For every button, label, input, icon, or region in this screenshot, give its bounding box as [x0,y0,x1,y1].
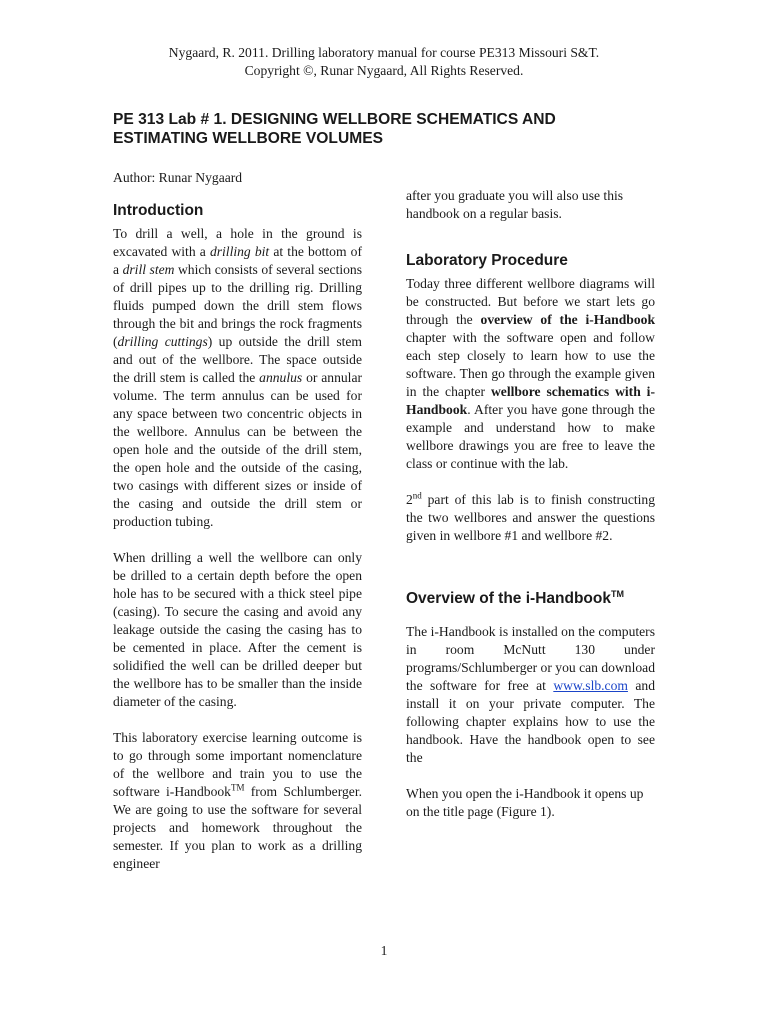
term-annulus: annulus [259,370,303,385]
procedure-paragraph-2: 2nd part of this lab is to finish constructing the two wellbores and answer the questions given in wellbore #1 and wellbore #2. [406,490,655,543]
term-drilling-bit: drilling bit [209,244,270,259]
procedure-paragraph-1: Today three different wellbore diagrams will be constructed. But before we start lets go through the overview of the i-Handbook chapter with the software open and follow each step closely to learn how to use the software. Then go through the example given in the chapter wellbore schematics with i-Handbook. After you have gone through the example and understand how to make wellbore drawings you are free to leave the class or continue with the lab. [406,276,656,471]
running-header [0,44,768,80]
intro-paragraph-3: This laboratory exercise learning outcome is to go through some important nomenclature of the wellbore and train you to use the software i-Handbook™ from Schlumberger. We are going to use the software for several projects and homework throughout the semester. If you plan to work as a drilling engineer [113,730,362,871]
slb-link[interactable]: www.slb.com [553,678,628,693]
term-drilling-cuttings: drilling cuttings [117,334,208,349]
intro-paragraph-3-continued: after you graduate you will also use this handbook on a regular basis. [406,188,624,221]
laboratory-procedure-heading: Laboratory Procedure [406,252,568,269]
lab-title [113,110,673,148]
intro-paragraph-2: When drilling a well the wellbore can only be drilled to a certain depth before the open hole has to be secured with a thick steel pipe (casing). To secure the casing and avoid any leakage outside the casing the casing has to be cemented in place. After the cement is solidified the well can be drilled deeper but the wellbore has to be smaller than the inside diameter of the casing. [113,550,362,709]
page-number: 1 [380,943,388,958]
introduction-heading: Introduction [113,202,204,219]
chapter-ref-overview: overview of the i-Handbook [480,312,656,327]
title-line-2: ESTIMATING WELLBORE VOLUMES [113,130,383,147]
trademark-mark: TM [230,782,245,793]
intro-paragraph-1: To drill a well, a hole in the ground is excavated with a drilling bit at the bottom of a drill stem which consists of several sections of drill pipes up to the drilling rig. Drilling fluids pumped down the drill stem flows through the bit and brings the rock fragments (drilling cuttings) up outside the drill stem and out of the wellbore. The space outside the drill stem is called the annulus or annular volume. The term annulus can be used for any space between two concentric objects in the wellbore. Annulus can be between the open hole and the outside of the drill stem, the open hole and the outside of the casing, two casings with different sizes or inside of the casing and outside the drill stem or production tubing. [113,226,363,529]
chapter-ref-wellbore-schematics: wellbore schematics with i-Handbook [406,384,655,417]
title-line-1: PE 313 Lab # 1. DESIGNING WELLBORE SCHEMATICS AND [113,111,556,128]
author-line: Author: Runar Nygaard [113,170,243,185]
header-citation: Nygaard, R. 2011. Drilling laboratory manual for course PE313 Missouri S&T. [168,45,600,60]
overview-paragraph-2: When you open the i-Handbook it opens up on the title page (Figure 1). [406,786,644,819]
overview-heading: Overview of the i-Handbook™ [406,588,624,607]
term-drill-stem: drill stem [122,262,175,277]
overview-paragraph-1: The i-Handbook is installed on the computers in room McNutt 130 under programs/Schlumberger or you can download the software for free at www.slb.com and install it on your private computer. The following chapter explains how to use the handbook. Have the handbook open to see the [406,624,656,765]
header-copyright: Copyright ©, Runar Nygaard, All Rights Reserved. [244,63,524,78]
left-column [113,201,362,873]
right-column [406,187,655,821]
